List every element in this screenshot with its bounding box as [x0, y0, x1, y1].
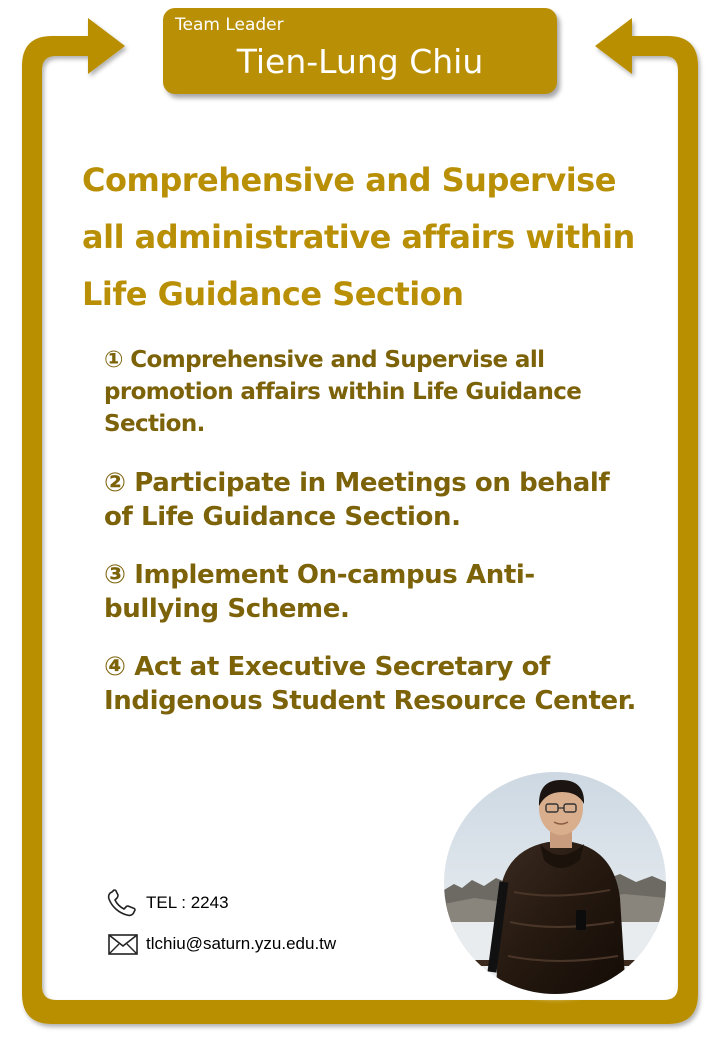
main-title: Comprehensive and Supervise all administrative affairs within Life Guidance Section [82, 161, 635, 313]
role-label: Team Leader [175, 15, 284, 35]
duty-item: ④ Act at Executive Secretary of Indigenous Student Resource Center. [104, 652, 636, 716]
phone-number: TEL : 2243 [146, 893, 229, 912]
photo-illustration [444, 772, 666, 994]
phone-icon [106, 889, 142, 917]
header-box [163, 8, 557, 94]
duty-item: ② Participate in Meetings on behalf of Life Guidance Section. [104, 468, 610, 532]
mail-icon [106, 930, 142, 958]
contact-phone [106, 889, 229, 917]
duty-item: ① Comprehensive and Supervise all promotion affairs within Life Guidance Section. [104, 347, 582, 437]
person-name: Tien-Lung Chiu [236, 42, 484, 81]
duties-list [104, 344, 644, 742]
email-address[interactable]: tlchiu@saturn.yzu.edu.tw [146, 934, 337, 953]
person-photo [444, 772, 666, 994]
contact-email [106, 930, 336, 958]
duty-item: ③ Implement On-campus Anti-bullying Scheme. [104, 560, 535, 624]
